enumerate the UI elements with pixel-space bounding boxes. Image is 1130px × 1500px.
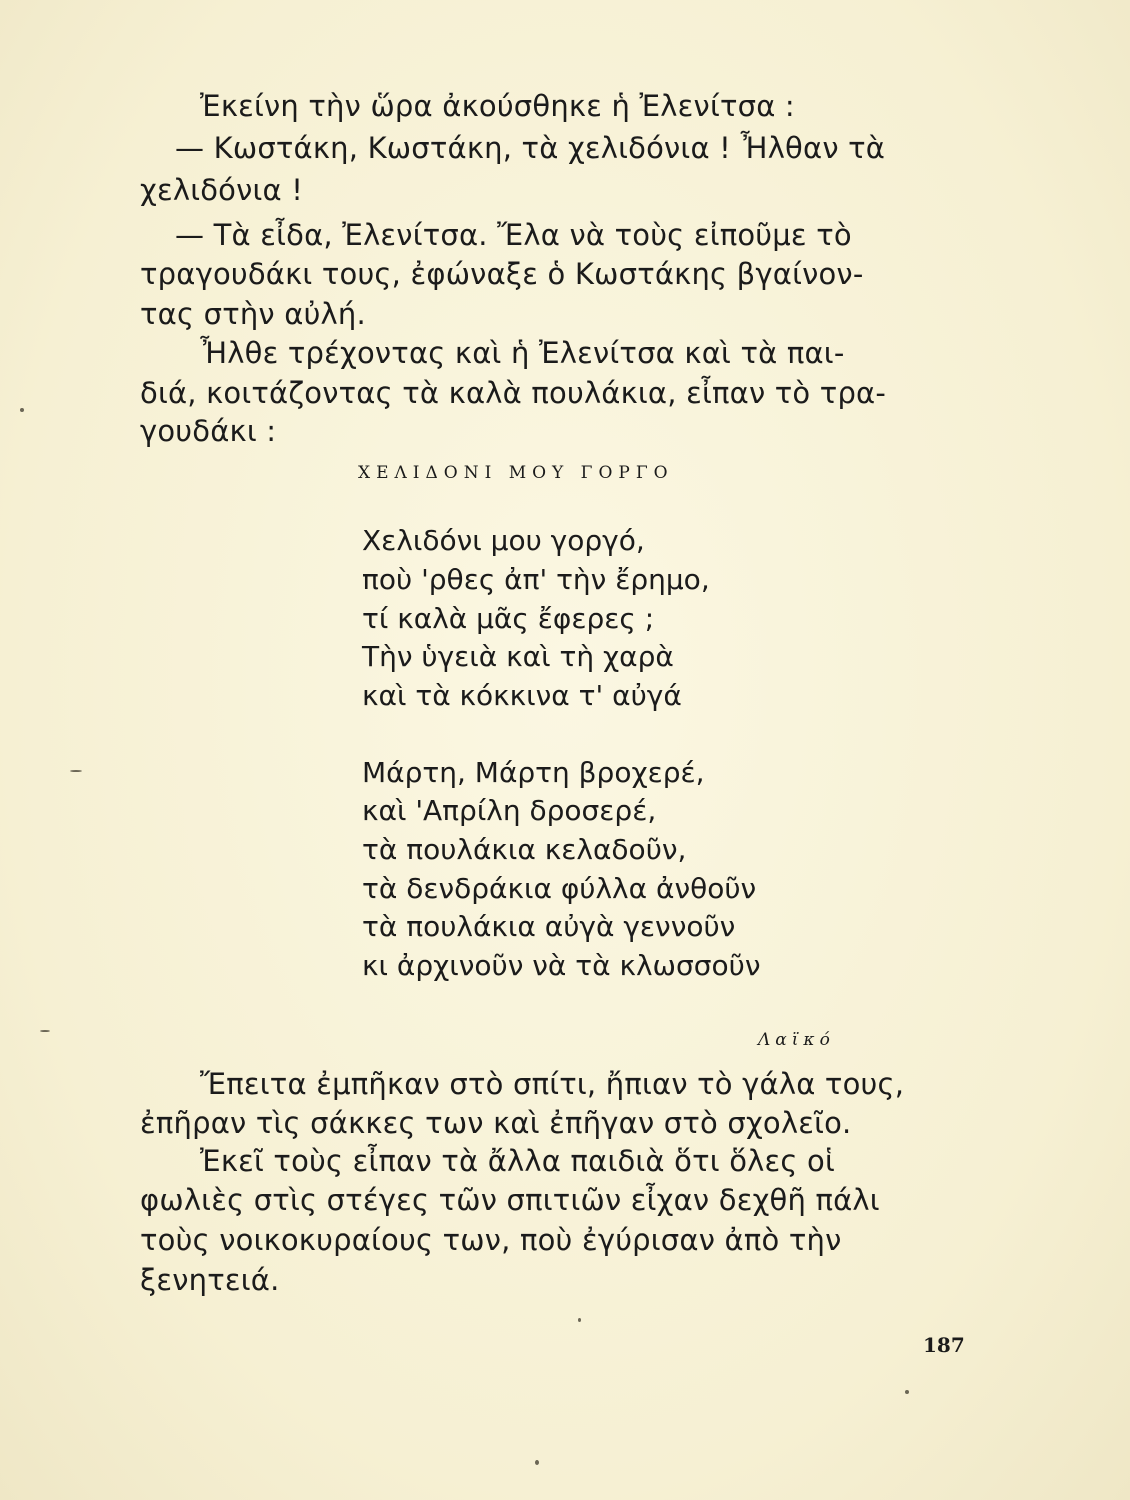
prose-line: — Κωστάκη, Κωστάκη, τὰ χελιδόνια ! Ἦλθαν τὰ xyxy=(175,131,886,165)
poem-line: Μάρτη, Μάρτη βροχερέ, xyxy=(362,756,705,789)
prose-line: — Τὰ εἶδα, Ἐλενίτσα. Ἔλα νὰ τοὺς εἰποῦμε τὸ xyxy=(175,218,852,252)
poem-line: Χελιδόνι μου γοργό, xyxy=(362,524,645,557)
prose-line: ξενητειά. xyxy=(140,1263,280,1297)
prose-line: Ἦλθε τρέχοντας καὶ ἡ Ἐλενίτσα καὶ τὰ παι- xyxy=(200,336,845,370)
poem-line: ποὺ 'ρθες ἀπ' τὴν ἔρημο, xyxy=(362,563,710,596)
poem-title: ΧΕΛΙΔΟΝΙ ΜΟΥ ΓΟΡΓΟ xyxy=(358,463,674,483)
prose-line: διά, κοιτάζοντας τὰ καλὰ πουλάκια, εἶπαν τὸ τρα- xyxy=(140,376,887,410)
prose-line: ἐπῆραν τὶς σάκκες των καὶ ἐπῆγαν στὸ σχολεῖο. xyxy=(140,1106,852,1140)
prose-line: τοὺς νοικοκυραίους των, ποὺ ἐγύρισαν ἀπὸ τὴν xyxy=(140,1223,842,1257)
prose-line: Ἐκείνη τὴν ὥρα ἀκούσθηκε ἡ Ἐλενίτσα : xyxy=(200,89,795,123)
prose-line: χελιδόνια ! xyxy=(140,173,304,207)
print-speck xyxy=(535,1460,539,1465)
poem-line: Τὴν ὑγειὰ καὶ τὴ χαρὰ xyxy=(362,640,674,673)
print-speck xyxy=(20,408,24,412)
poem-attribution: Λαϊκό xyxy=(758,1030,835,1050)
prose-line: γουδάκι : xyxy=(140,414,277,448)
page-number: 187 xyxy=(923,1333,965,1357)
poem-line: τί καλὰ μᾶς ἔφερες ; xyxy=(362,602,655,635)
print-speck xyxy=(578,1318,581,1322)
prose-line: Ἐκεῖ τοὺς εἶπαν τὰ ἄλλα παιδιὰ ὅτι ὅλες οἱ xyxy=(200,1144,835,1178)
poem-line: τὰ πουλάκια αὐγὰ γεννοῦν xyxy=(362,910,736,943)
print-speck xyxy=(40,1030,50,1032)
poem-line: καὶ τὰ κόκκινα τ' αὐγά xyxy=(362,679,682,712)
poem-line: κι ἀρχινοῦν νὰ τὰ κλωσσοῦν xyxy=(362,949,761,982)
print-speck xyxy=(905,1390,909,1394)
print-speck xyxy=(70,770,82,772)
poem-line: καὶ 'Απρίλη δροσερέ, xyxy=(362,794,657,827)
poem-line: τὰ πουλάκια κελαδοῦν, xyxy=(362,833,687,866)
prose-line: τας στὴν αὐλή. xyxy=(140,297,366,331)
prose-line: φωλιὲς στὶς στέγες τῶν σπιτιῶν εἶχαν δεχθῆ πάλι xyxy=(140,1183,880,1217)
prose-line: τραγουδάκι τους, ἐφώναξε ὁ Κωστάκης βγαίνον- xyxy=(140,257,864,291)
prose-line: Ἔπειτα ἐμπῆκαν στὸ σπίτι, ἤπιαν τὸ γάλα τους, xyxy=(200,1067,905,1101)
poem-line: τὰ δενδράκια φύλλα ἀνθοῦν xyxy=(362,872,757,905)
